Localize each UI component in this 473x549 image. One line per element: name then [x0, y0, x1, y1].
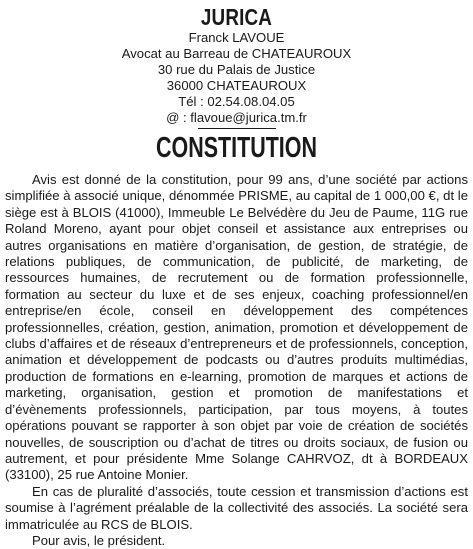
paragraph: Avis est donné de la constitution, pour 99 ans, d’une société par actions simplifiée à associé unique, dénommée PRISME, au capital de 1 000,00 €, dt le siège est à BLOIS (41000), Immeuble Le Belvédère du Jeu de Paume, 11G rue Roland Moreno, ayant pour objet conseil et assistance aux entreprises ou autres organisations en matière d’organisation, de gestion, de stratégie, de relations publiques, de communication, de publicité, de marketing, de ressources humaines, de recrutement ou de formation professionnelle, formation au secteur du luxe et de ses enjeux, coaching professionnel/en entreprise/en école, conseil en développement des compétences professionnelles, création, gestion, animation, promotion et développement de clubs d’affaires et de réseaux d’entrepreneurs et de professionnels, conception, animation et développement de podcasts ou d’autres produits multimédias, production de formations en e-learning, promotion de marques et actions de marketing, organisation, gestion et promotion de manifestations et d’évènements professionnels, participation, par tous moyens, à toutes opérations pouvant se rapporter à son objet par voie de création de sociétés nouvelles, de souscription ou d’achat de titres ou droits sociaux, de fusion ou autrement, et pour présidente Mme Solange CAHRVOZ, dt à BORDEAUX (33100), 25 rue Antoine Monier.: [5, 172, 468, 483]
notice-heading: CONSTITUTION: [156, 132, 317, 164]
divider: [198, 128, 276, 129]
firm-name: JURICA: [200, 4, 273, 30]
lawyer-name: Franck LAVOUE: [188, 30, 285, 45]
street-address: 30 rue du Palais de Justice: [157, 62, 316, 77]
email-address: @ : flavoue@jurica.tm.fr: [166, 110, 307, 125]
paragraph: En cas de pluralité d’associés, toute cession et transmission d’actions est soumise à l’agrément préalable de la collectivité des associés. La société sera immatriculée au RCS de BLOIS.: [5, 483, 468, 532]
city-address: 36000 CHATEAUROUX: [166, 78, 307, 93]
lawyer-title: Avocat au Barreau de CHATEAUROUX: [121, 46, 352, 61]
contact-block: [5, 30, 468, 126]
notice-body: [5, 172, 468, 549]
paragraph: Pour avis, le président.: [32, 532, 166, 548]
phone-number: Tél : 02.54.08.04.05: [178, 94, 295, 109]
